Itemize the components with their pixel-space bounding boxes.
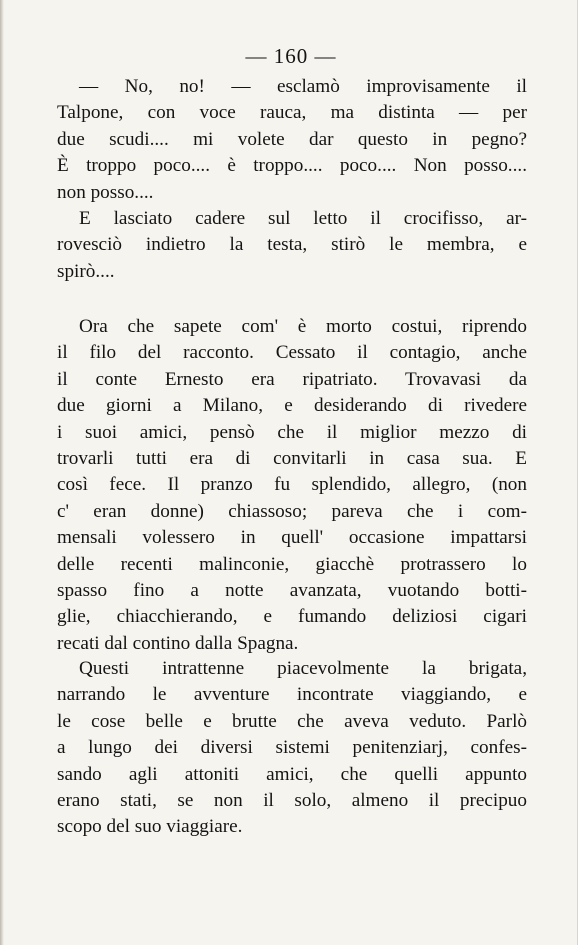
text-line: È troppo poco.... è troppo.... poco.... Non posso.... — [57, 155, 527, 177]
text-line: due scudi.... mi volete dar questo in pegno? — [57, 128, 527, 150]
text-line: trovarli tutti era di convitarli in casa sua. E — [57, 447, 527, 469]
text-line: Ora che sapete com' è morto costui, riprendo — [79, 316, 527, 337]
page-number: — 160 — — [245, 44, 337, 68]
text-line: sando agli attoniti amici, che quelli appunto — [57, 763, 527, 785]
text-line: scopo del suo viaggiare. — [57, 816, 243, 838]
text-line: glie, chiacchierando, e fumando deliziosi cigari — [57, 606, 527, 628]
paragraph-travels — [57, 656, 527, 841]
page-edge-shadow — [0, 0, 4, 945]
text-line: Questi intrattenne piacevolmente la brigata, — [79, 658, 527, 679]
text-block-dialogue — [57, 74, 527, 285]
text-line: spasso fino a notte avanzata, vuotando botti- — [57, 579, 527, 601]
text-line: delle recenti malinconie, giacchè protrassero lo — [57, 553, 527, 575]
text-line: erano stati, se non il solo, almeno il precipuo — [57, 789, 527, 811]
text-line: il conte Ernesto era ripatriato. Trovavasi da — [57, 368, 527, 390]
text-line: rovesciò indietro la testa, stirò le membra, e — [57, 234, 527, 256]
paragraph-death — [57, 206, 527, 285]
text-line: — No, no! — esclamò improvisamente il — [79, 76, 527, 97]
text-line: le cose belle e brutte che aveva veduto. Parlò — [57, 710, 527, 732]
text-line: i suoi amici, pensò che il miglior mezzo di — [57, 421, 527, 443]
text-line: a lungo dei diversi sistemi penitenziarj, confes- — [57, 737, 527, 759]
text-line: due giorni a Milano, e desiderando di rivedere — [57, 395, 527, 417]
text-line: spirò.... — [57, 260, 115, 282]
paragraph-story-resume — [57, 314, 527, 657]
paragraph-dialogue — [57, 74, 527, 206]
text-line: E lasciato cadere sul letto il crocifisso, ar- — [79, 207, 527, 229]
text-line: il filo del racconto. Cessato il contagio, anche — [57, 342, 527, 364]
text-line: non posso.... — [57, 181, 154, 203]
text-line: mensali volessero in quell' occasione impattarsi — [57, 527, 527, 549]
text-line: recati dal contino dalla Spagna. — [57, 632, 299, 654]
text-line: c' eran donne) chiassoso; pareva che i com- — [57, 500, 527, 522]
text-line: narrando le avventure incontrate viaggiando, e — [57, 684, 527, 706]
text-line: Talpone, con voce rauca, ma distinta — per — [57, 102, 527, 124]
text-line: così fece. Il pranzo fu splendido, allegro, (non — [57, 474, 527, 496]
